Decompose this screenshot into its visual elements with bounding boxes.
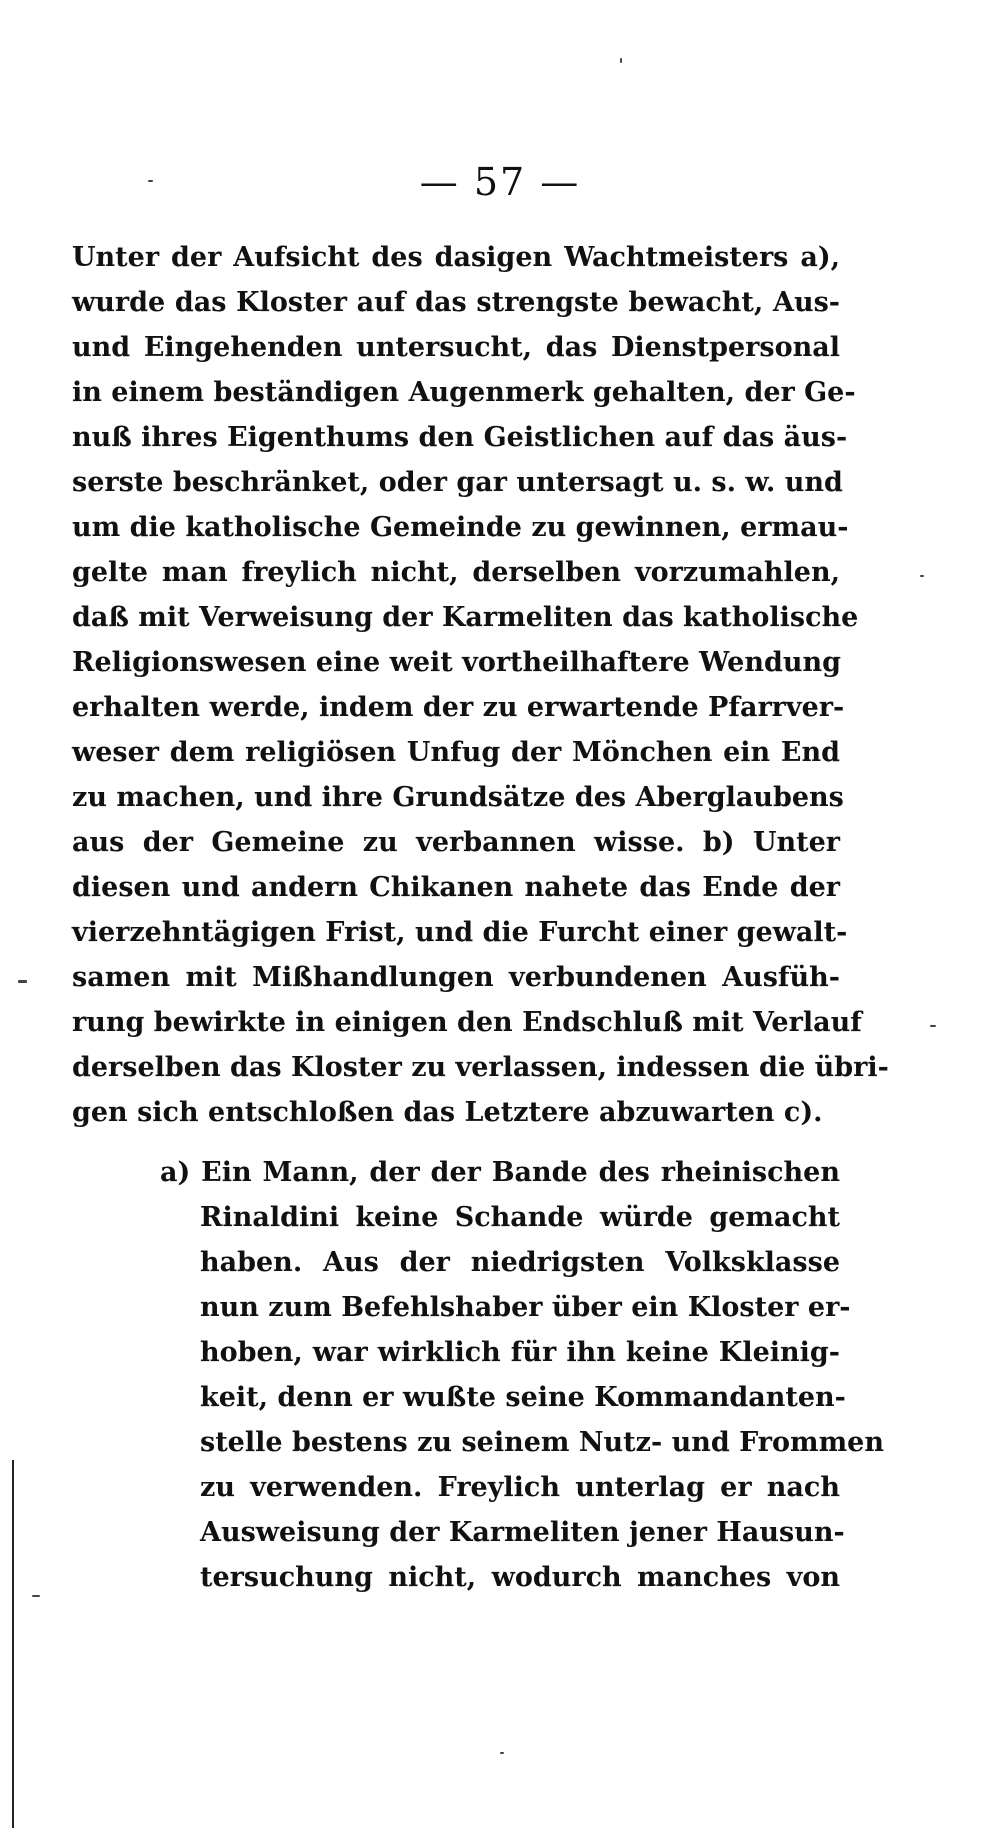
footnote-line: Ausweisung der Karmeliten jener Hausun-	[200, 1517, 845, 1548]
page-edge-line	[12, 1460, 14, 1828]
text-line: rung bewirkte in einigen den Endschluß mit Verlauf	[72, 1007, 862, 1038]
footnote-line: Rinaldini keine Schande würde gemacht	[200, 1202, 840, 1233]
footnote-line: hoben, war wirklich für ihn keine Kleinig-	[200, 1337, 840, 1368]
page-number-header: — 57 —	[419, 160, 581, 204]
footnote-line: stelle bestens zu seinem Nutz- und Frommen	[200, 1427, 884, 1458]
text-line: samen mit Mißhandlungen verbundenen Ausfüh-	[72, 962, 840, 993]
text-line: nuß ihres Eigenthums den Geistlichen auf das äus-	[72, 422, 848, 453]
text-line: daß mit Verweisung der Karmeliten das katholische	[72, 602, 859, 633]
paper-speck	[18, 980, 27, 983]
footnote-line: tersuchung nicht, wodurch manches von	[200, 1562, 840, 1593]
text-line: weser dem religiösen Unfug der Mönchen ein End	[72, 737, 840, 768]
footnote-line: zu verwenden. Freylich unterlag er nach	[200, 1472, 840, 1503]
text-line: gelte man freylich nicht, derselben vorzumahlen,	[72, 557, 840, 588]
text-line: derselben das Kloster zu verlassen, indessen die übri-	[72, 1052, 889, 1083]
text-line: diesen und andern Chikanen nahete das Ende der	[72, 872, 840, 903]
main-text-block	[72, 235, 889, 1135]
footnote-line: keit, denn er wußte seine Kommandanten-	[200, 1382, 846, 1413]
paper-speck	[620, 58, 622, 63]
footnote-block	[160, 1150, 884, 1600]
text-line: Unter der Aufsicht des dasigen Wachtmeisters a),	[72, 242, 840, 273]
paper-speck	[930, 1025, 936, 1027]
text-line: und Eingehenden untersucht, das Dienstpersonal	[72, 332, 840, 363]
text-line: in einem beständigen Augenmerk gehalten, der Ge-	[72, 377, 856, 408]
text-line: Religionswesen eine weit vortheilhaftere Wendung	[72, 647, 841, 678]
text-line: gen sich entschloßen das Letztere abzuwarten c).	[72, 1097, 823, 1128]
text-line: erhalten werde, indem der zu erwartende Pfarrver-	[72, 692, 845, 723]
paper-speck	[32, 1595, 40, 1597]
paper-speck	[920, 575, 924, 577]
text-line: um die katholische Gemeinde zu gewinnen, ermau-	[72, 512, 849, 543]
paper-speck	[500, 1752, 504, 1754]
paper-speck	[148, 180, 153, 182]
text-line: wurde das Kloster auf das strengste bewacht, Aus-	[72, 287, 840, 318]
text-line: zu machen, und ihre Grundsätze des Aberglaubens	[72, 782, 844, 813]
footnote-line: nun zum Befehlshaber über ein Kloster er-	[200, 1292, 851, 1323]
text-line: serste beschränket, oder gar untersagt u. s. w. und	[72, 467, 843, 498]
text-line: aus der Gemeine zu verbannen wisse. b) Unter	[72, 827, 840, 858]
footnote-line: haben. Aus der niedrigsten Volksklasse	[200, 1247, 840, 1278]
footnote-line: a) Ein Mann, der der Bande des rheinischen	[160, 1157, 840, 1188]
text-line: vierzehntägigen Frist, und die Furcht einer gewalt-	[72, 917, 848, 948]
